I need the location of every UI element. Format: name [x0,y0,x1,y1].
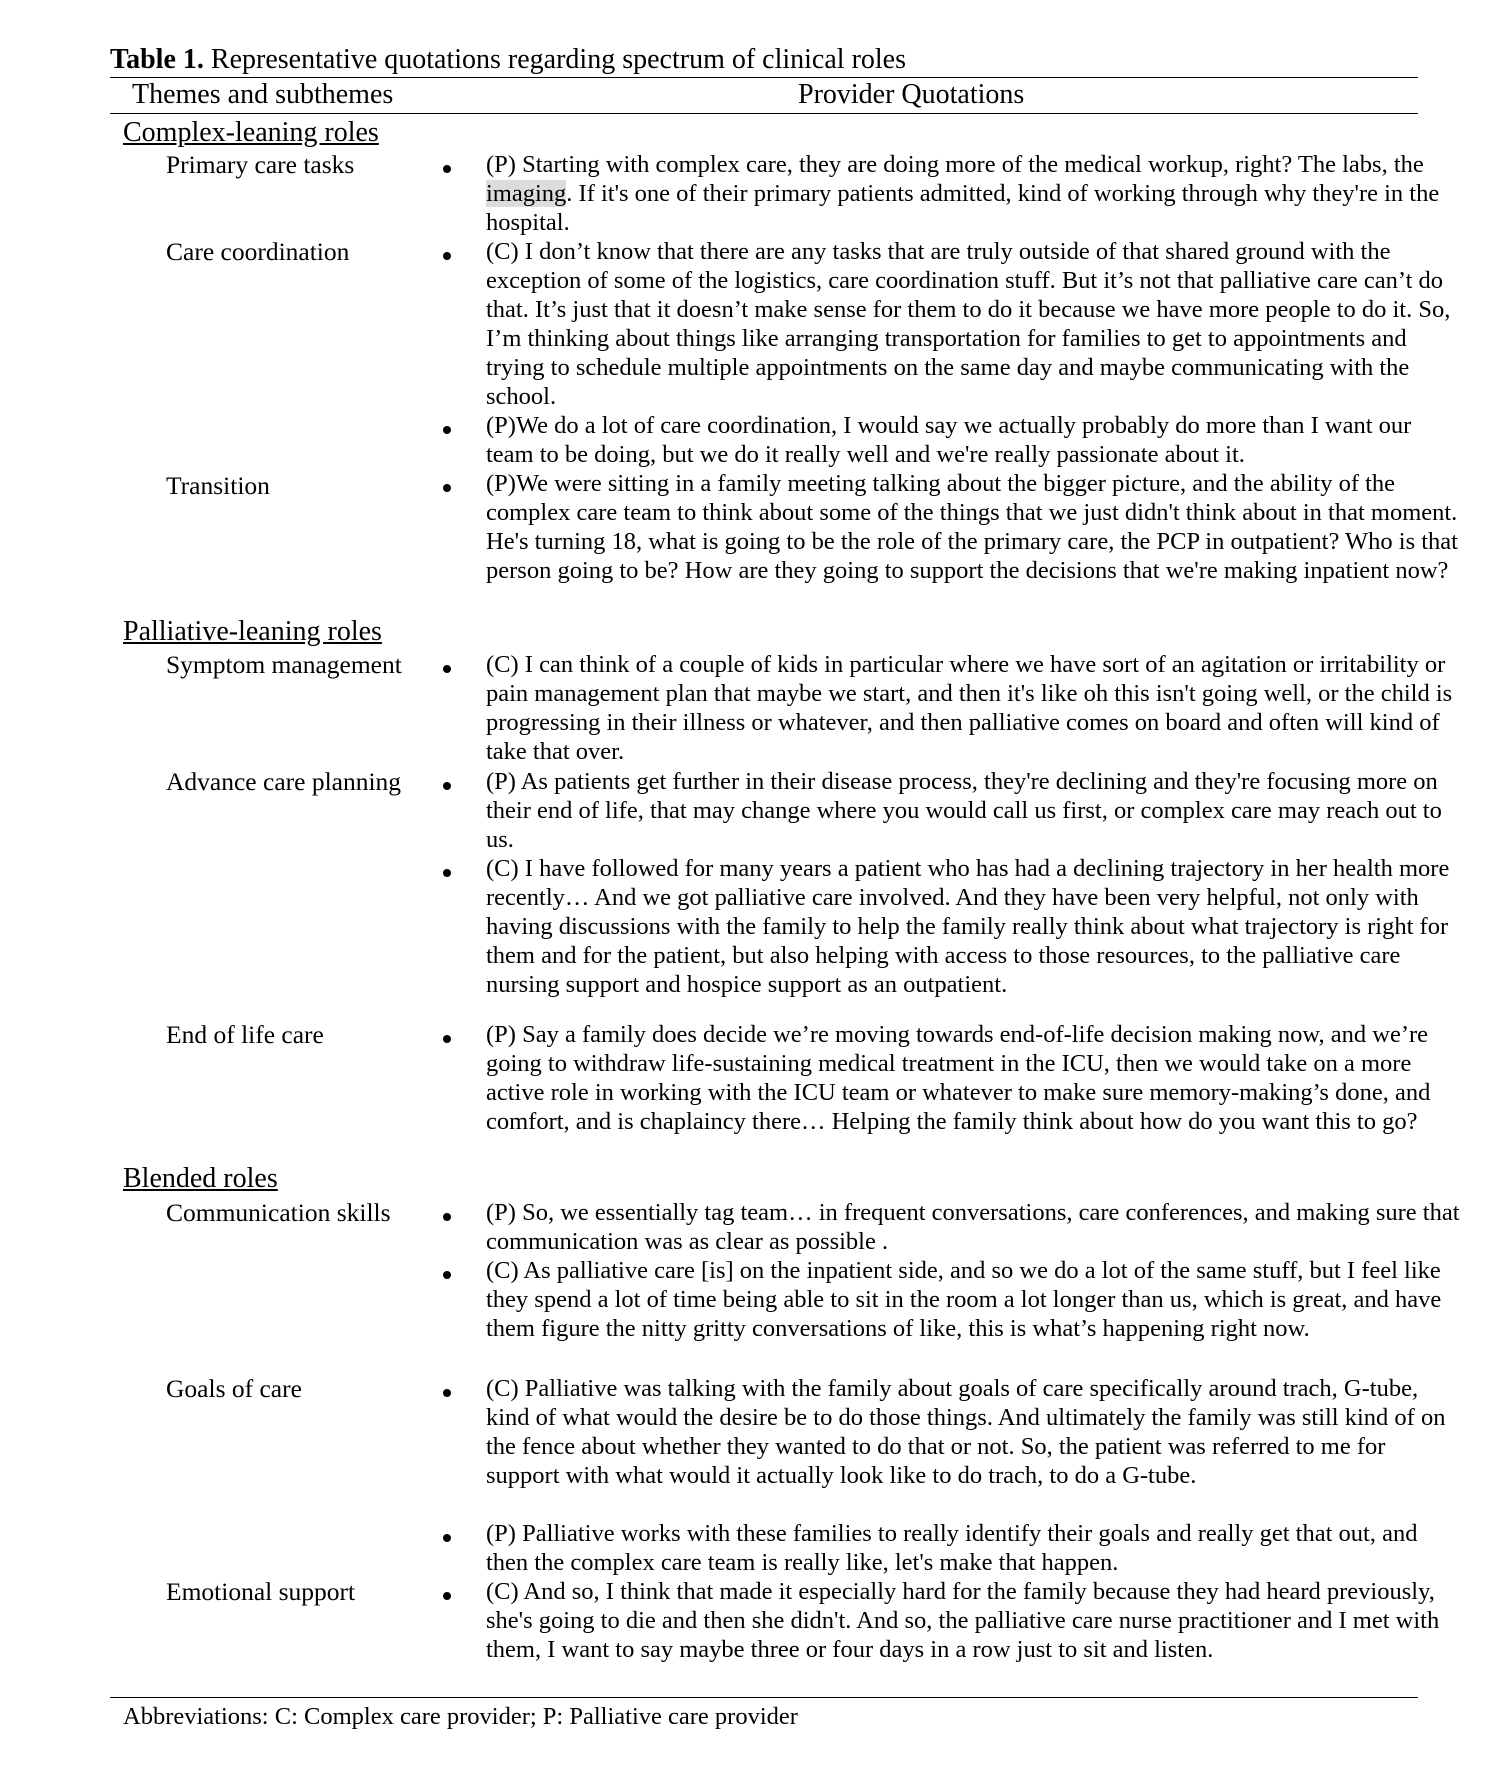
table-label: Table 1. [110,44,204,75]
subtheme-primary-care-tasks: Primary care tasks [166,150,355,179]
theme-blended: Blended roles [123,1163,278,1194]
quote-text: (C) Palliative was talking with the family about goals of care specifically around trach, G-tube, kind of what would the desire be to do those things. And ultimately the family was still kind of on the fence about whether they wanted to do that or not. So, the patient was referred to me for support with what would it actually look like to do trach, to do a G-tube. [486,1375,1446,1489]
quote-item [440,768,1442,855]
header-rule [110,113,1418,114]
subtheme-advance-care-planning: Advance care planning [166,767,402,796]
quote-item [440,651,1453,767]
subtheme-symptom-management: Symptom management [166,650,402,679]
quote-text: (P)We do a lot of care coordination, I would say we actually probably do more than I want our team to be doing, but we do it really well and we're really passionate about it. [486,412,1412,468]
quote-text: (C) I can think of a couple of kids in particular where we have sort of an agitation or irritability or pain management plan that maybe we start, and then it's like oh this isn't going well, or the child is progressing in their illness or whatever, and then palliative comes on board and often will kind of take that over. [486,651,1453,765]
subtheme-end-of-life-care: End of life care [166,1020,324,1049]
quote-text: (P)We were sitting in a family meeting talking about the bigger picture, and the ability of the complex care team to think about some of the things that we just didn't think about in that moment. He's turning 18, what is going to be the role of the primary care, the PCP in outpatient? Who is that person going to be? How are they going to support the decisions that we're making inpatient now? [486,470,1458,584]
subtheme-goals-of-care: Goals of care [166,1374,302,1403]
bullet-icon [440,238,456,270]
bullet-icon [440,651,456,683]
bullet-icon [440,1578,456,1610]
quote-item [440,1375,1446,1491]
table-footnote: Abbreviations: C: Complex care provider; P: Palliative care provider [123,1703,798,1730]
bottom-rule [110,1697,1418,1698]
quote-text: (C) I don’t know that there are any tasks that are truly outside of that shared ground with the exception of some of the logistics, care coordination stuff. But it’s not that palliative care can’t do that. It’s just that it doesn’t make sense for them to do it because we have more people to do it. So, I’m thinking about things like arranging transportation for families to get to appointments and trying to schedule multiple appointments on the same day and maybe communicating with the school. [486,238,1451,410]
bullet-icon [440,1257,456,1289]
quote-item [440,1520,1420,1578]
theme-palliative-leaning: Palliative-leaning roles [123,616,382,647]
quote-item [440,470,1458,586]
quote-text: (P) Palliative works with these families to really identify their goals and really get that out, and then the complex care team is really like, let's make that happen. [486,1520,1418,1576]
bullet-icon [440,1520,456,1552]
bullet-icon [440,412,456,444]
subtheme-emotional-support: Emotional support [166,1577,356,1606]
subtheme-care-coordination: Care coordination [166,237,350,266]
table-title: Representative quotations regarding spectrum of clinical roles [210,44,906,75]
quote-text: (P) Say a family does decide we’re moving towards end-of-life decision making now, and we’re going to withdraw life-sustaining medical treatment in the ICU, then we would take on a more active role in working with the ICU team or whatever to make sure memory-making’s done, and comfort, and is chaplaincy there… Helping the family think about how do you want this to go? [486,1021,1431,1135]
quote-item [440,1257,1442,1344]
quote-text: (C) And so, I think that made it especially hard for the family because they had heard previously, she's going to die and then she didn't. And so, the palliative care nurse practitioner and I met with them, I want to say maybe three or four days in a row just to sit and listen. [486,1578,1440,1663]
quote-text: (C) I have followed for many years a patient who has had a declining trajectory in her health more recently… And we got palliative care involved. And they have been very helpful, not only with having discussions with the family to help the family really think about what trajectory is right for them and for the patient, but also helping with access to those resources, to the palliative care nursing support and hospice support as an outpatient. [486,855,1450,998]
bullet-icon [440,1021,456,1053]
table-caption [110,43,906,77]
quote-item [440,151,1440,238]
quote-text: (P) Starting with complex care, they are doing more of the medical workup, right? The labs, the imaging. If it's one of their primary patients admitted, kind of working through why they're in the hospital. [486,151,1440,236]
column-header-themes: Themes and subthemes [132,79,394,110]
bullet-icon [440,470,456,502]
quote-text: (P) So, we essentially tag team… in frequent conversations, care conferences, and making sure that communication was as clear as possible . [486,1199,1460,1255]
quote-text: (P) As patients get further in their disease process, they're declining and they're focusing more on their end of life, that may change where you would call us first, or complex care may reach out to us. [486,768,1442,853]
bullet-icon [440,151,456,183]
column-header-quotations: Provider Quotations [798,79,1025,110]
bullet-icon [440,855,456,887]
quote-item [440,412,1420,470]
bullet-icon [440,768,456,800]
highlighted-word: imaging [486,179,567,207]
quote-item [440,1578,1440,1665]
quote-item [440,238,1451,411]
bullet-icon [440,1375,456,1407]
subtheme-transition: Transition [166,471,270,500]
subtheme-communication-skills: Communication skills [166,1198,391,1227]
theme-complex-leaning: Complex-leaning roles [123,117,379,148]
quote-item [440,1021,1431,1137]
quote-text: (C) As palliative care [is] on the inpatient side, and so we do a lot of the same stuff, but I feel like they spend a lot of time being able to sit in the room a lot longer than us, which is great, and have them figure the nitty gritty conversations of like, this is what’s happening right now. [486,1257,1442,1342]
quote-item [440,855,1450,1000]
bullet-icon [440,1199,456,1231]
quote-item [440,1199,1460,1257]
